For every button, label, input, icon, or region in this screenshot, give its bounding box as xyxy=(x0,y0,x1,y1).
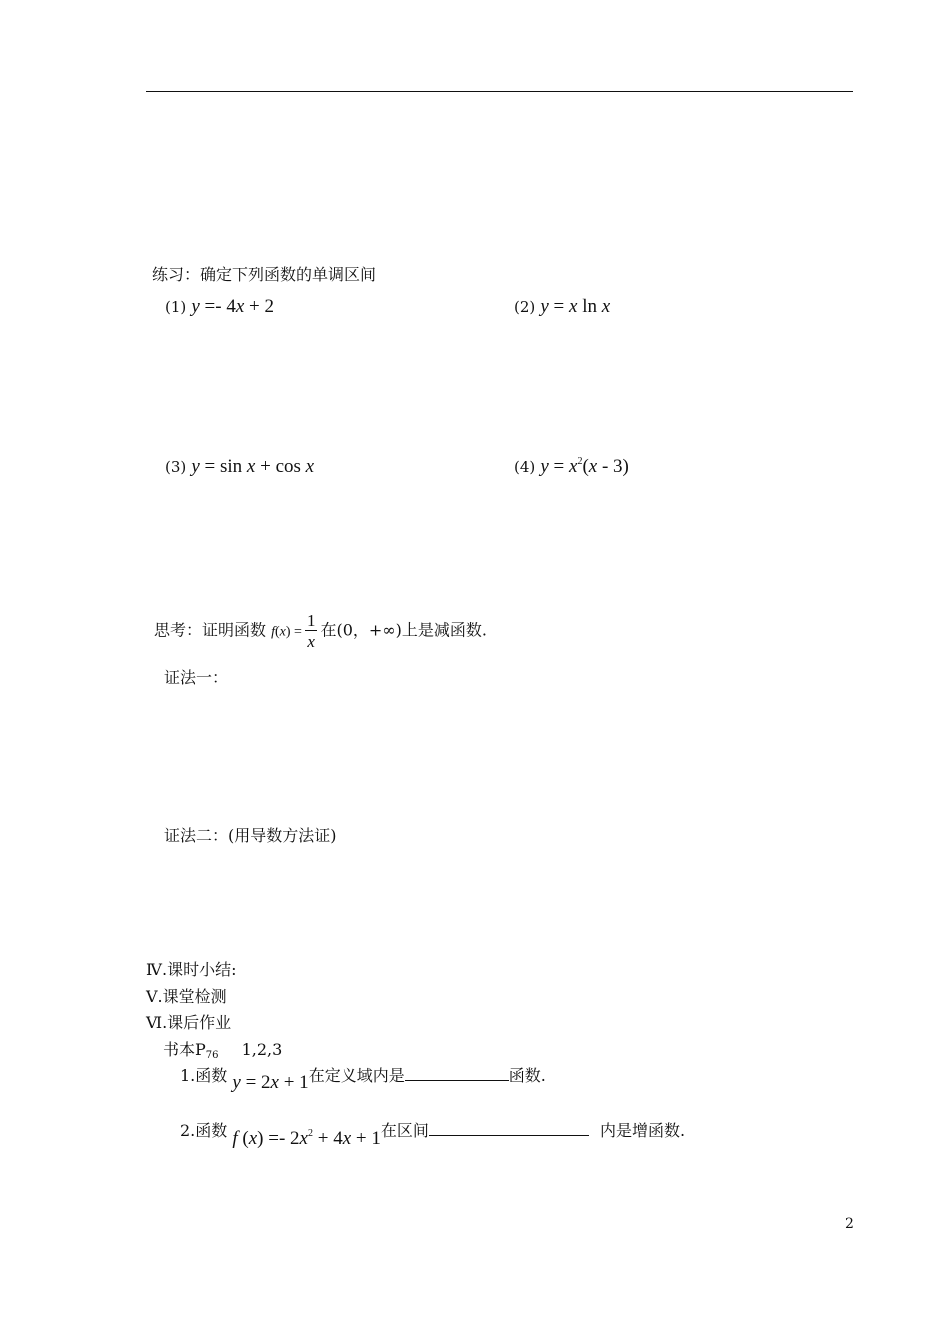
q2-prefix: 2.函数 xyxy=(180,1121,228,1140)
header-rule xyxy=(146,91,853,92)
q2-answer-blank[interactable] xyxy=(429,1121,589,1136)
question-2 xyxy=(180,1118,686,1149)
formula-3: y = sin x + cos x xyxy=(191,456,315,477)
formula-2: y = x ln x xyxy=(540,296,611,317)
think-function: f(x) = xyxy=(271,624,302,640)
item-number: (2) xyxy=(514,298,536,316)
section-class-test: Ⅴ.课堂检测 xyxy=(146,987,227,1006)
proof-method-1: 证法一： xyxy=(164,668,229,687)
book-page: 76 xyxy=(205,1050,219,1061)
book-items: 1,2,3 xyxy=(241,1040,283,1059)
q1-answer-blank[interactable] xyxy=(405,1066,509,1081)
fraction-denominator: x xyxy=(307,632,315,651)
book-label: 书本P xyxy=(163,1040,206,1059)
item-number: (3) xyxy=(165,458,187,476)
q1-prefix: 1.函数 xyxy=(180,1066,228,1085)
formula-4: $y = x^2(x - 3)$ xyxy=(540,456,629,477)
practice-item-4 xyxy=(514,456,629,478)
q1-formula: y = 2x + 1 xyxy=(232,1072,309,1093)
section-homework: Ⅵ.课后作业 xyxy=(146,1013,232,1032)
q1-suffix: 函数. xyxy=(508,1066,546,1085)
q2-suffix: 内是增函数. xyxy=(599,1121,686,1140)
page-number: 2 xyxy=(845,1216,854,1232)
item-number: (4) xyxy=(514,458,536,476)
think-tail: 在(0，+∞)上是减函数. xyxy=(320,620,487,640)
fraction-numerator: 1 xyxy=(306,611,316,630)
q2-formula: f $(x) =- 2x^2 + 4x + 1$ xyxy=(232,1128,381,1149)
item-number: (1) xyxy=(165,298,187,316)
proof-method-2: 证法二：(用导数方法证) xyxy=(164,826,337,845)
practice-item-3 xyxy=(165,456,314,478)
think-statement xyxy=(154,612,487,650)
think-lead: 思考：证明函数 xyxy=(154,620,267,640)
practice-item-1 xyxy=(165,296,274,318)
question-1 xyxy=(180,1063,546,1093)
formula-1: y =- 4x + 2 xyxy=(191,296,274,317)
q1-mid: 在定义域内是 xyxy=(308,1066,405,1085)
practice-item-2 xyxy=(514,296,610,318)
textbook-reference xyxy=(163,1037,282,1061)
section-summary: Ⅳ.课时小结: xyxy=(146,960,237,979)
practice-heading: 练习：确定下列函数的单调区间 xyxy=(152,265,377,284)
q2-mid: 在区间 xyxy=(380,1121,429,1140)
fraction xyxy=(305,612,318,650)
